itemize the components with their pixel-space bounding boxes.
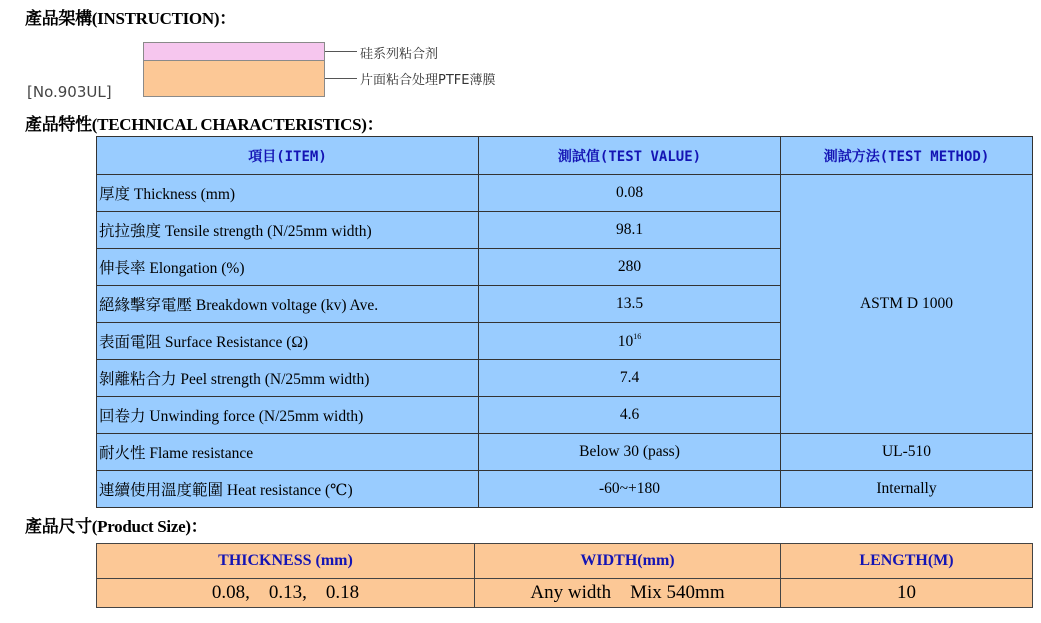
table-row xyxy=(97,471,1033,508)
width-header: WIDTH(mm) xyxy=(475,544,781,579)
table-row xyxy=(97,434,1033,471)
length-header: LENGTH(M) xyxy=(781,544,1033,579)
value-cell: 7.4 xyxy=(479,360,781,397)
test-method-header: 測試方法(TEST METHOD) xyxy=(781,137,1033,175)
value-cell: 98.1 xyxy=(479,212,781,249)
size-value-row xyxy=(97,579,1033,608)
ptfe-film-layer-label: 片面粘合处理PTFE薄膜 xyxy=(360,73,496,88)
size-header-row xyxy=(97,544,1033,579)
table-header-row xyxy=(97,137,1033,175)
value-cell: 280 xyxy=(479,249,781,286)
test-value-header: 測試值(TEST VALUE) xyxy=(479,137,781,175)
value-cell: 13.5 xyxy=(479,286,781,323)
item-cell: 回卷力 Unwinding force (N/25mm width) xyxy=(97,397,479,434)
method-cell: Internally xyxy=(781,471,1033,508)
adhesive-layer-label: 硅系列粘合剂 xyxy=(360,47,439,62)
item-cell: 表面電阻 Surface Resistance (Ω) xyxy=(97,323,479,360)
model-number: [No.903UL] xyxy=(27,83,112,101)
top-leader-line xyxy=(325,51,357,52)
item-cell: 伸長率 Elongation (%) xyxy=(97,249,479,286)
item-cell: 連續使用溫度範圍 Heat resistance (℃) xyxy=(97,471,479,508)
item-header: 項目(ITEM) xyxy=(97,137,479,175)
length-value: 10 xyxy=(781,579,1033,608)
value-cell: 4.6 xyxy=(479,397,781,434)
size-heading: 產品尺寸(Product Size)： xyxy=(25,517,208,536)
adhesive-layer xyxy=(143,42,325,61)
bottom-leader-line xyxy=(325,78,357,79)
item-cell: 耐火性 Flame resistance xyxy=(97,434,479,471)
instruction-heading: 產品架構(INSTRUCTION)： xyxy=(25,9,236,28)
value-cell: -60~+180 xyxy=(479,471,781,508)
technical-table xyxy=(96,136,1033,508)
item-cell: 剝離粘合力 Peel strength (N/25mm width) xyxy=(97,360,479,397)
thickness-value: 0.08, 0.13, 0.18 xyxy=(97,579,475,608)
value-cell: Below 30 (pass) xyxy=(479,434,781,471)
table-row xyxy=(97,175,1033,212)
method-cell: UL-510 xyxy=(781,434,1033,471)
shared-method-cell: ASTM D 1000 xyxy=(781,175,1033,434)
size-table xyxy=(96,543,1033,608)
item-cell: 厚度 Thickness (mm) xyxy=(97,175,479,212)
value-base: 10 xyxy=(617,332,634,350)
technical-heading: 產品特性(TECHNICAL CHARACTERISTICS)： xyxy=(25,115,384,134)
ptfe-film-layer xyxy=(143,61,325,97)
thickness-header: THICKNESS (mm) xyxy=(97,544,475,579)
value-cell: 0.08 xyxy=(479,175,781,212)
width-value: Any width Mix 540mm xyxy=(475,579,781,608)
value-exponent: 16 xyxy=(633,331,642,341)
item-cell: 絕緣擊穿電壓 Breakdown voltage (kv) Ave. xyxy=(97,286,479,323)
value-cell xyxy=(479,323,781,360)
item-cell: 抗拉強度 Tensile strength (N/25mm width) xyxy=(97,212,479,249)
